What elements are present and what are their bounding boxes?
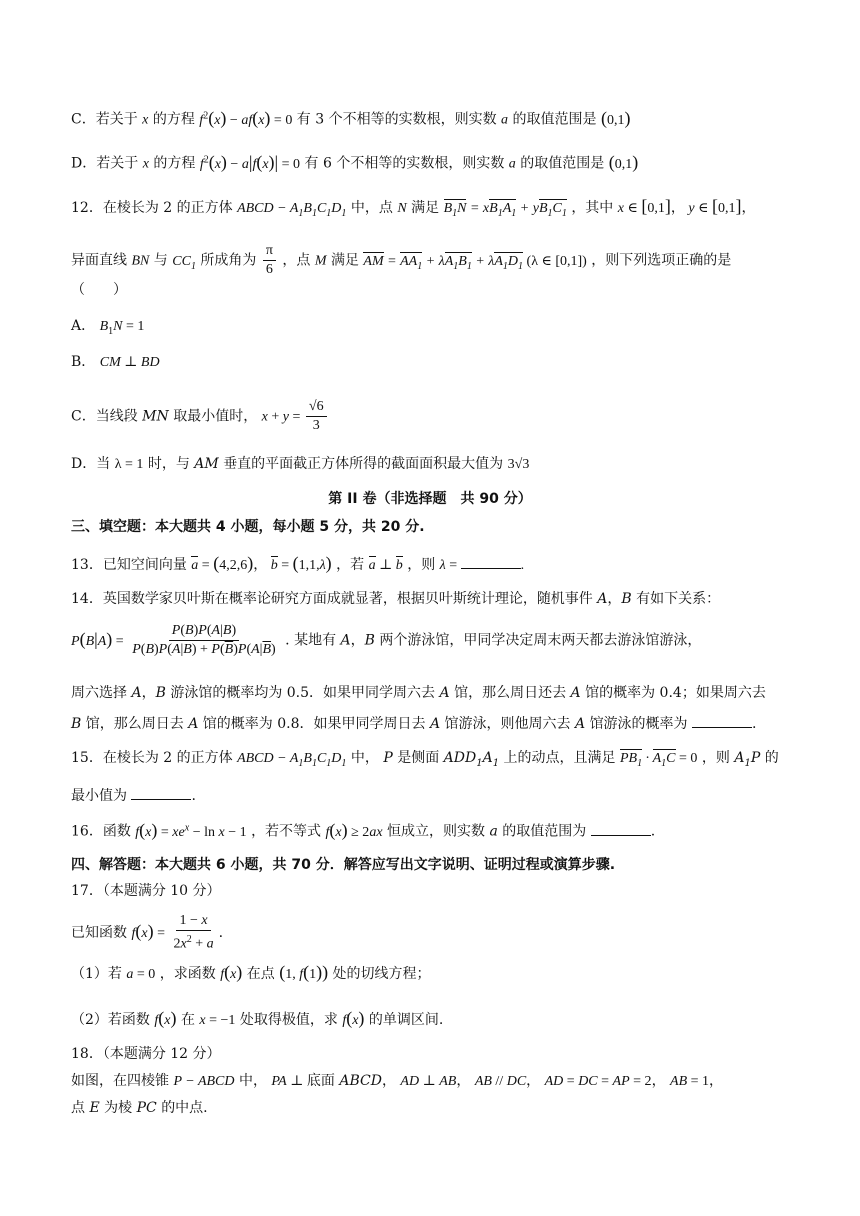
q14-line-1: 14．英国数学家贝叶斯在概率论研究方面成就显著，根据贝叶斯统计理论，随机事件 A，B 有如下关系： [71, 591, 721, 607]
q14-line-4: B 馆，那么周日去 A 馆的概率为 0.8．如果甲同学周日去 A 馆游泳，则他周六去 A 馆游泳的概率为 . [71, 713, 756, 734]
q11-option-c: C．若关于 x 的方程 $f^2(x) - af(x) = 0$ 有 3 个不相等的实数根，则实数 a 的取值范围是 (0,1) [71, 107, 631, 128]
q17-part-1: （1）若 a = 0 ，求函数 f(x) 在点 (1, f(1)) 处的切线方程； [71, 962, 431, 982]
q18-line-1: 如图，在四棱锥 P − ABCD 中， PA ⊥ 底面 ABCD， AD ⊥ AB， AB // DC， AD = DC = AP = 2， AB = 1， [71, 1073, 724, 1089]
q12-option-b: B． CM ⊥ BD [71, 354, 160, 370]
part-2-title: 第 II 卷（非选择题 共 90 分） [328, 491, 532, 507]
q15-line-2: 最小值为 . [71, 785, 196, 806]
q12-line-2: 异面直线 BN 与 $CC_1$ 所成角为 $\frac{\pi}{6}$ ，点 M 满足 AM = $AA_1 + \lambda A_1B_1 + \lambda A_1D_1$ (λ ∈ [0,1]) ，则下列选项正确的是 [71, 243, 732, 277]
q12-option-d: D．当 λ = 1 时，与 AM 垂直的平面截正方体所得的截面面积最大值为 3√3 [71, 456, 530, 472]
q12-option-c: C．当线段 MN 取最小值时， x + y = $\frac{√6}{3}$ [71, 398, 329, 435]
q12-option-a: A． $B_1N = 1$ [71, 318, 145, 337]
section-3-heading: 三、填空题：本大题共 4 小题，每小题 5 分，共 20 分. [71, 519, 425, 535]
q17-heading: 17．（本题满分 10 分） [71, 883, 221, 899]
q11-option-d: D．若关于 x 的方程 $f^2(x) - a|f(x)| = 0$ 有 6 个不相等的实数根，则实数 a 的取值范围是 (0,1) [71, 151, 639, 172]
q17-function: 已知函数 f(x) = $\frac{1 - x}{2x^2 + a}$ . [71, 913, 224, 952]
q14-line-3: 周六选择 A，B 游泳馆的概率均为 0.5．如果甲同学周六去 A 馆，那么周日还去 A 馆的概率为 0.4；如果周六去 [71, 685, 766, 701]
q12-paren: （ ） [71, 282, 127, 298]
q16: 16．函数 $f(x) = xe^x - \ln x - 1$ ，若不等式 f(x) ≥ 2ax 恒成立，则实数 a 的取值范围为 . [71, 819, 656, 840]
q18-heading: 18．（本题满分 12 分） [71, 1046, 221, 1062]
q14-line-2: P(B|A) = $\frac{P(B)P(A|B)}{P(B)P(A|B) + P(\overline{B})P(A|\overline{B})}$ . 某地有 A，B 两个游泳馆，甲同学决定周末两天都去游泳馆游泳， [71, 623, 702, 657]
q12-line-1: 12．在棱长为 2 的正方体 ABCD − $A_1B_1C_1D_1$ 中，点 N 满足 $B_1N = xB_1A_1 + yB_1C_1$ ，其中 x ∈ [0,1]， y ∈ [0,1]， [71, 196, 755, 224]
section-4-heading: 四、解答题：本大题共 6 小题，共 70 分．解答应写出文字说明、证明过程或演算步骤. [71, 857, 616, 873]
q18-line-2: 点 E 为棱 PC 的中点. [71, 1100, 208, 1116]
q17-part-2: （2）若函数 f(x) 在 x = −1 处取得极值，求 f(x) 的单调区间. [71, 1008, 444, 1028]
q15-line-1: 15．在棱长为 2 的正方体 ABCD − $A_1B_1C_1D_1$ 中， P 是侧面 $ADD_1A_1$ 上的动点，且满足 $PB_1 \cdot A_1C = 0$ ，则 $A_1P$ 的 [71, 748, 779, 774]
q13: 13．已知空间向量 a = (4,2,6)， b = (1,1,λ) ，若 a ⊥ b ，则 λ = . [71, 553, 525, 573]
